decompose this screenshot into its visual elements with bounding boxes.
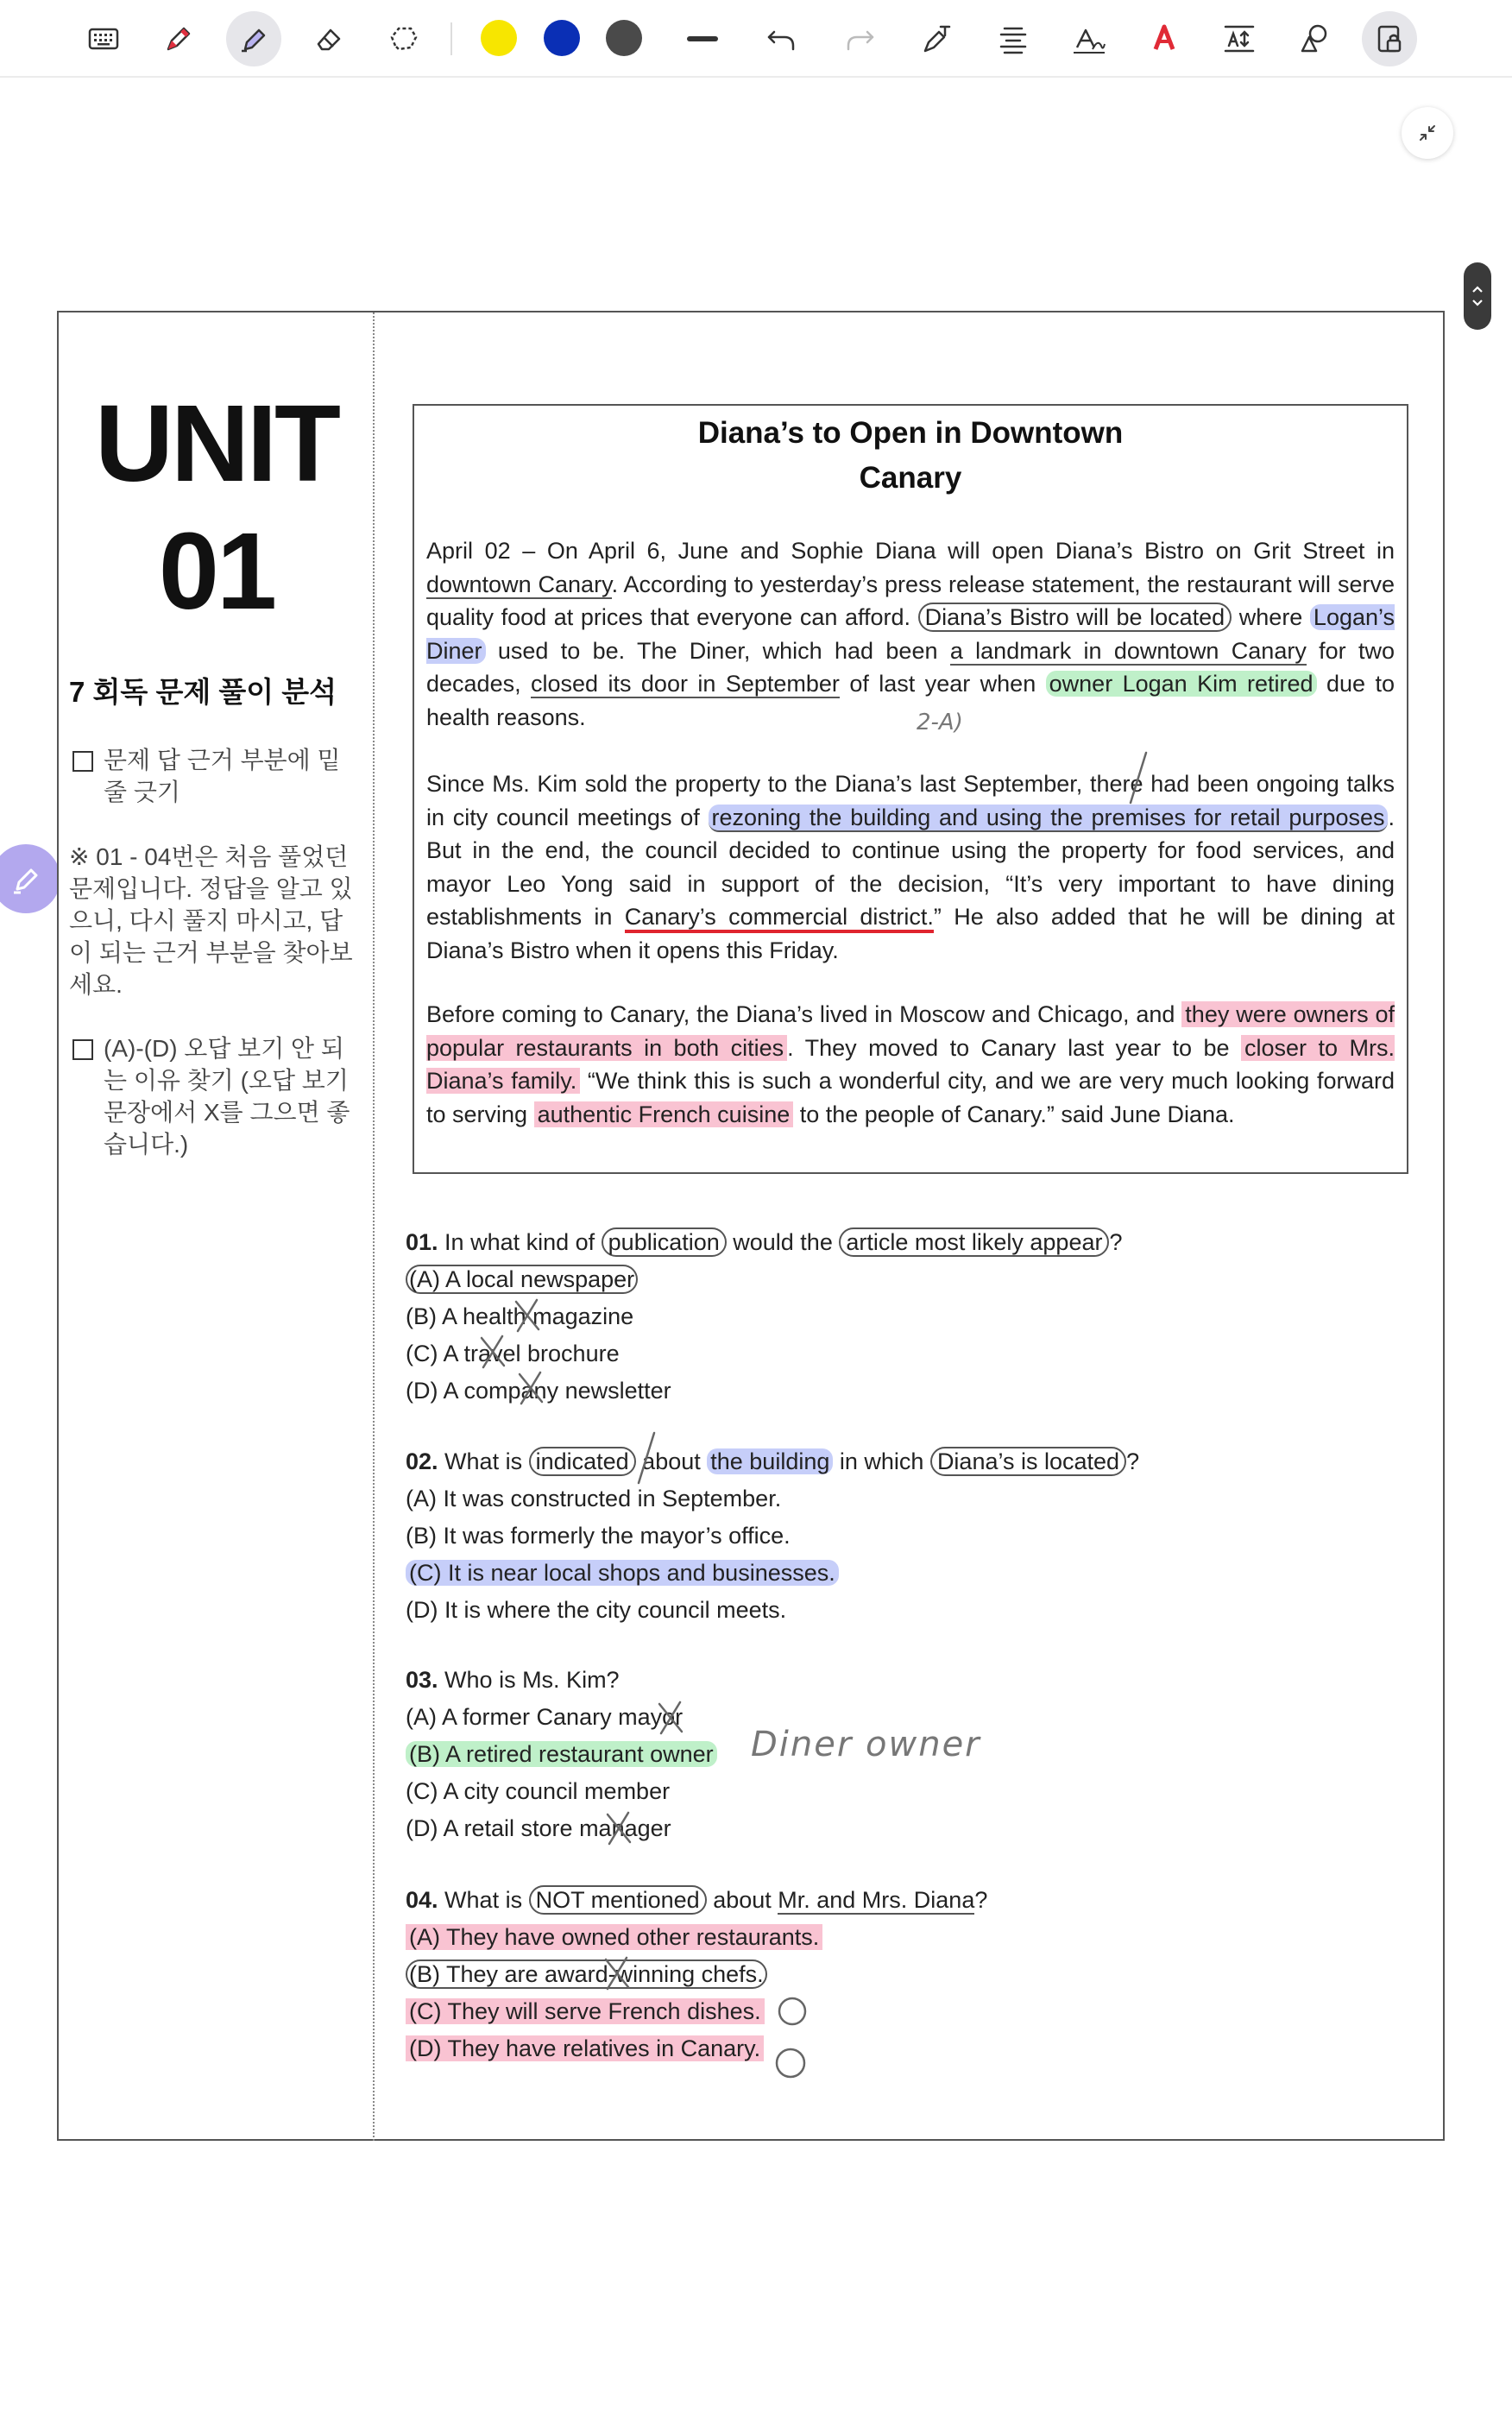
- eraser-icon[interactable]: [301, 11, 356, 66]
- option-c[interactable]: (C) It is near local shops and businesses.: [406, 1555, 1139, 1592]
- color-swatch-blue[interactable]: [544, 20, 580, 56]
- option-b[interactable]: (B) They are award-winning chefs.: [406, 1956, 987, 1993]
- collapse-icon: [1415, 121, 1440, 145]
- instruction-text: ※ 01 - 04번은 처음 풀었던 문제입니다. 정답을 알고 있으니, 다시 풀지 마시고, 답이 되는 근거 부분을 찾아보세요.: [69, 843, 353, 998]
- chevron-down-icon: [1471, 298, 1484, 308]
- article-title-line: Diana’s to Open in Downtown: [697, 416, 1124, 450]
- instruction-underline: [69, 744, 362, 808]
- text-size-icon[interactable]: [1212, 11, 1267, 66]
- checkbox-icon[interactable]: [72, 1039, 93, 1060]
- article-title-line: Canary: [859, 461, 962, 495]
- question-stem: 04. What is NOT mentioned about Mr. and Mrs. Diana?: [406, 1887, 988, 1913]
- pen-icon[interactable]: [151, 11, 206, 66]
- question-stem: 01. In what kind of publication would the article most likely appear ?: [406, 1229, 1123, 1255]
- question-stem: 03. Who is Ms. Kim?: [406, 1667, 620, 1693]
- unit-label: UNIT: [95, 382, 338, 504]
- option-d[interactable]: (D) They have relatives in Canary.: [406, 2030, 987, 2067]
- pen-fab-button[interactable]: [0, 844, 60, 913]
- article-paragraph-2: Since Ms. Kim sold the property to the Diana’s last September, there had been ongoing talks in city council meetings of rezoning the building and using the premises for retail purposes . But in the end, the council decided to continue using the property for food services, and mayor Leo Yong said in support of the decision, “It’s very important to have dining establishments in Canary’s commercial district.” He also added that he will be dining at Diana’s Bistro when it opens this Friday.: [426, 771, 1395, 963]
- shapes-icon[interactable]: [1287, 11, 1342, 66]
- unit-number: 01: [158, 510, 275, 632]
- handwriting-icon[interactable]: [1062, 11, 1117, 66]
- redo-icon[interactable]: [833, 11, 888, 66]
- option-c[interactable]: (C) A city council member: [406, 1778, 671, 1804]
- question-stem: 02. What is indicated about the building in which Diana’s is located ?: [406, 1448, 1140, 1474]
- option-a[interactable]: (A) A local newspaper: [406, 1261, 1123, 1298]
- option-c[interactable]: (C) They will serve French dishes.: [406, 1993, 987, 2030]
- color-swatch-gray[interactable]: [606, 20, 642, 56]
- option-b[interactable]: (B) A retired restaurant owner: [406, 1736, 717, 1773]
- option-c[interactable]: (C) A travel brochure: [406, 1341, 620, 1366]
- collapse-button[interactable]: [1402, 107, 1453, 159]
- option-a[interactable]: (A) A former Canary mayor: [406, 1704, 684, 1730]
- undo-icon[interactable]: [753, 11, 809, 66]
- pencil-icon: [7, 860, 45, 898]
- question-4: [406, 1882, 987, 2067]
- question-1: [406, 1224, 1123, 1410]
- instruction-wrong-answers: [69, 1032, 362, 1160]
- stroke-width-icon[interactable]: [675, 11, 730, 66]
- pen-settings-icon[interactable]: [910, 11, 965, 66]
- option-a[interactable]: (A) They have owned other restaurants.: [406, 1919, 987, 1956]
- toolbar-separator: [450, 22, 452, 55]
- question-3: [406, 1662, 717, 1847]
- lock-icon[interactable]: [1362, 11, 1417, 66]
- article-paragraph-1: April 02 – On April 6, June and Sophie Diana will open Diana’s Bistro on Grit Street in downtown Canary. According to yesterday’s press release statement, the restaurant will serve quality food at prices that everyone can afford. Diana’s Bistro will be located where Logan’s Diner used to be. The Diner, which had been a landmark in downtown Canary for two decades, closed its door in September of last year when owner Logan Kim retired due to health reasons.: [426, 538, 1395, 730]
- option-d[interactable]: (D) It is where the city council meets.: [406, 1597, 787, 1623]
- checkbox-icon[interactable]: [72, 751, 93, 772]
- scroll-handle[interactable]: [1464, 262, 1491, 330]
- keyboard-icon[interactable]: [76, 11, 131, 66]
- handwritten-note: 2-A): [917, 710, 963, 735]
- text-color-icon[interactable]: [1137, 11, 1192, 66]
- option-d[interactable]: (D) A retail store manager: [406, 1815, 671, 1841]
- article-paragraph-3: Before coming to Canary, the Diana’s lived in Moscow and Chicago, and they were owners of popular restaurants in both cities . They moved to Canary last year to be closer to Mrs. Diana’s family. “We think this is such a wonderful city, and we are very much looking forward to serving authentic French cuisine to the people of Canary.” said June Diana.: [426, 1001, 1395, 1127]
- section-subtitle: 7 회독 문제 풀이 분석: [69, 676, 337, 708]
- text-align-icon[interactable]: [986, 11, 1041, 66]
- color-swatch-yellow[interactable]: [481, 20, 517, 56]
- instruction-reference: [69, 841, 362, 1000]
- annotation-toolbar: [0, 0, 1512, 78]
- unit-title: [57, 380, 376, 635]
- instruction-text: (A)-(D) 오답 보기 안 되는 이유 찾기 (오답 보기 문장에서 X를 그으면 좋습니다.): [104, 1035, 350, 1158]
- lasso-icon[interactable]: [376, 11, 432, 66]
- article-title: [413, 411, 1408, 501]
- chevron-up-icon: [1471, 284, 1484, 294]
- question-2: [406, 1443, 1139, 1629]
- instruction-text: 문제 답 근거 부분에 밑줄 긋기: [104, 747, 341, 805]
- highlighter-icon[interactable]: [226, 11, 281, 66]
- handwritten-answer: Diner owner: [751, 1725, 981, 1764]
- option-b[interactable]: (B) It was formerly the mayor’s office.: [406, 1523, 791, 1549]
- option-d[interactable]: (D) A company newsletter: [406, 1378, 671, 1404]
- option-b[interactable]: (B) A health magazine: [406, 1303, 634, 1329]
- option-a[interactable]: (A) It was constructed in September.: [406, 1486, 782, 1511]
